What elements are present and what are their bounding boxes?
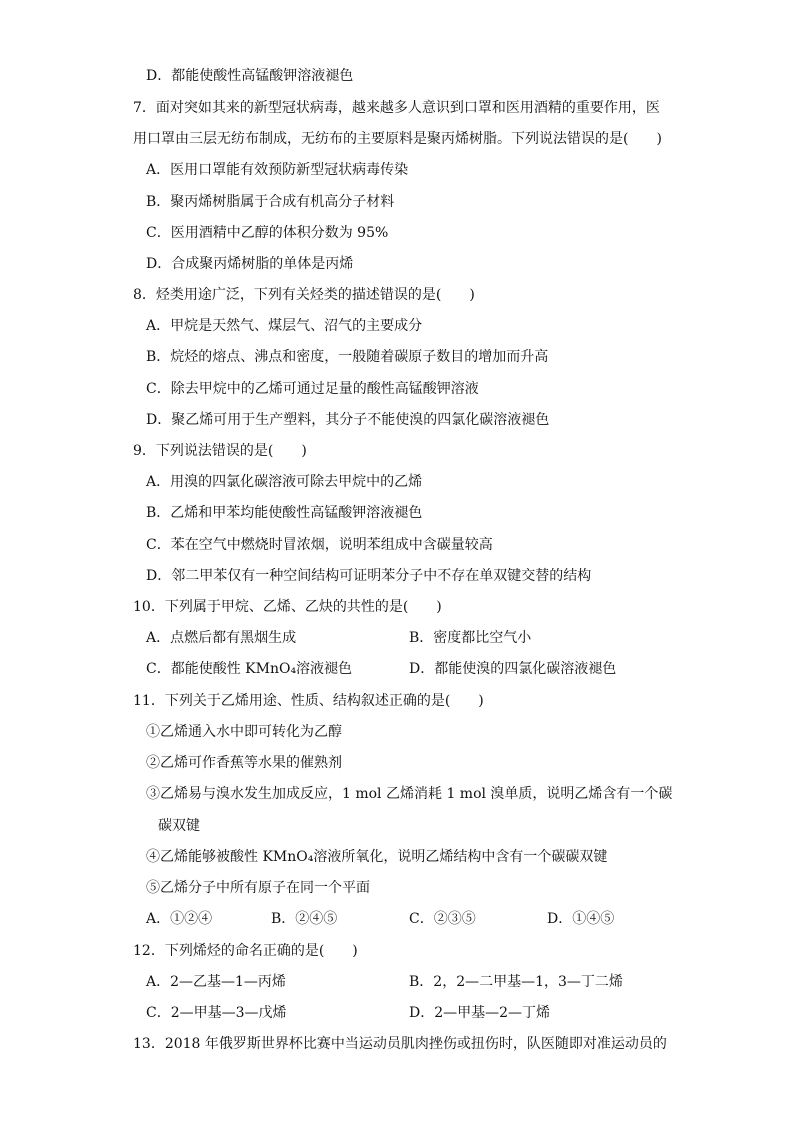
q11-statement-4: ④乙烯能够被酸性 KMnO₄溶液所氧化，说明乙烯结构中含有一个碳碳双键 [146,849,608,865]
q11-stem: 11．下列关于乙烯用途、性质、结构叙述正确的是( ) [133,693,484,709]
q9-option-d: D．邻二甲苯仅有一种空间结构可证明苯分子中不存在单双键交替的结构 [146,568,592,584]
q6-option-d: D．都能使酸性高锰酸钾溶液褪色 [146,68,354,84]
q12-stem: 12．下列烯烃的命名正确的是( ) [133,943,358,959]
q11-option-a: A．①②④ [146,911,213,927]
q12-option-d: D．2—甲基—2—丁烯 [409,1005,551,1021]
q7-option-a: A．医用口罩能有效预防新型冠状病毒传染 [146,162,409,178]
q13-stem-line1: 13．2018 年俄罗斯世界杯比赛中当运动员肌肉挫伤或扭伤时，队医随即对准运动员的 [133,1036,667,1052]
q12-option-b: B．2，2—二甲基—1，3—丁二烯 [409,974,623,990]
q7-stem-line1: 7．面对突如其来的新型冠状病毒，越来越多人意识到口罩和医用酒精的重要作用，医 [133,100,660,116]
q12-option-a: A．2—乙基—1—丙烯 [146,974,286,990]
q8-option-a: A．甲烷是天然气、煤层气、沼气的主要成分 [146,318,423,334]
q9-option-c: C．苯在空气中燃烧时冒浓烟，说明苯组成中含碳量较高 [146,537,493,553]
q10-option-d: D．都能使溴的四氯化碳溶液褪色 [409,661,617,677]
q10-option-b: B．密度都比空气小 [409,630,532,646]
q8-stem: 8．烃类用途广泛，下列有关烃类的描述错误的是( ) [133,287,475,303]
q7-option-c: C．医用酒精中乙醇的体积分数为 95% [146,225,389,241]
q10-stem: 10．下列属于甲烷、乙烯、乙炔的共性的是( ) [133,599,442,615]
q10-option-a: A．点燃后都有黑烟生成 [146,630,297,646]
q11-statement-2: ②乙烯可作香蕉等水果的催熟剂 [146,755,342,771]
q9-stem: 9．下列说法错误的是( ) [133,443,307,459]
q11-option-c: C．②③⑤ [409,911,476,927]
q11-statement-3-line1: ③乙烯易与溴水发生加成反应，1 mol 乙烯消耗 1 mol 溴单质，说明乙烯含有一个碳 [146,786,673,802]
q11-statement-5: ⑤乙烯分子中所有原子在同一个平面 [146,880,370,896]
q10-option-c: C．都能使酸性 KMnO₄溶液褪色 [146,661,353,677]
q11-statement-1: ①乙烯通入水中即可转化为乙醇 [146,724,342,740]
q9-option-b: B．乙烯和甲苯均能使酸性高锰酸钾溶液褪色 [146,505,423,521]
q12-option-c: C．2—甲基—3—戊烯 [146,1005,287,1021]
q8-option-c: C．除去甲烷中的乙烯可通过足量的酸性高锰酸钾溶液 [146,381,479,397]
q8-option-b: B．烷烃的熔点、沸点和密度，一般随着碳原子数目的增加而升高 [146,349,549,365]
q11-option-b: B．②④⑤ [271,911,338,927]
q8-option-d: D．聚乙烯可用于生产塑料，其分子不能使溴的四氯化碳溶液褪色 [146,412,550,428]
q11-option-d: D．①④⑤ [547,911,615,927]
q7-option-d: D．合成聚丙烯树脂的单体是丙烯 [146,256,354,272]
q7-option-b: B．聚丙烯树脂属于合成有机高分子材料 [146,194,395,210]
q11-statement-3-line2: 碳双键 [158,818,200,834]
q9-option-a: A．用溴的四氯化碳溶液可除去甲烷中的乙烯 [146,474,423,490]
q7-stem-line2: 用口罩由三层无纺布制成，无纺布的主要原料是聚丙烯树脂。下列说法错误的是( ) [133,131,662,147]
